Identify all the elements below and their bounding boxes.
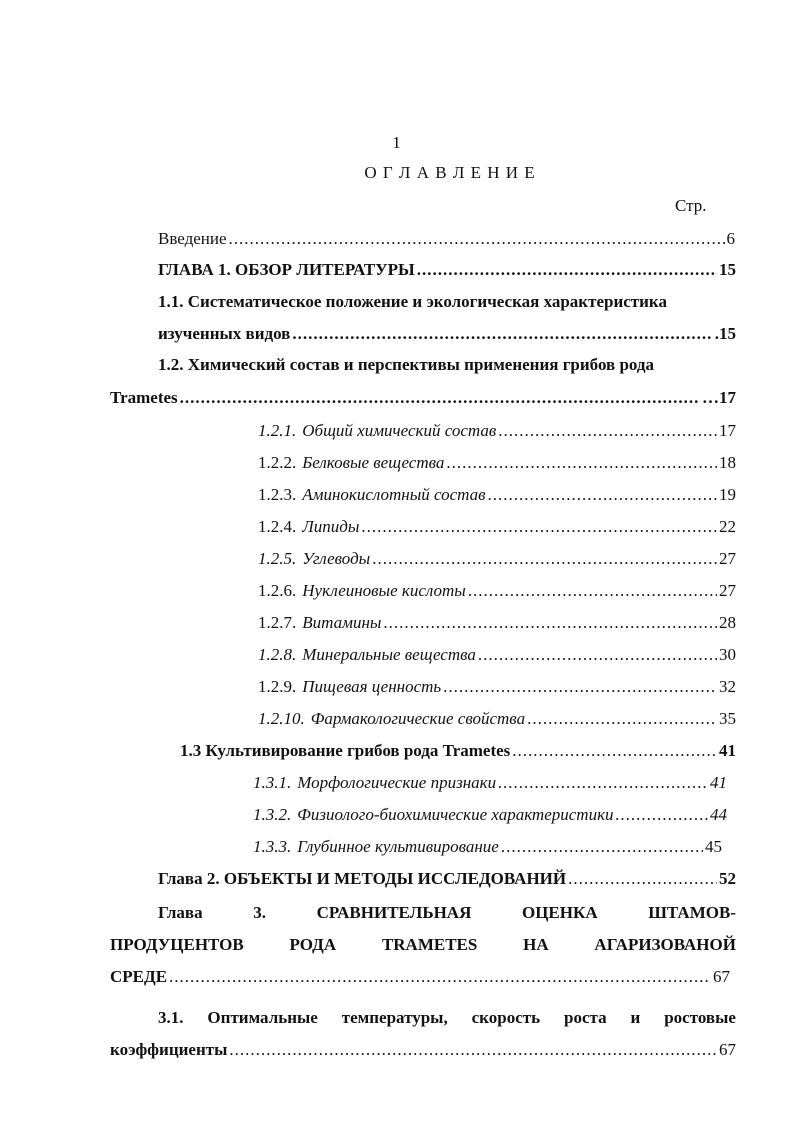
word: температуры, — [341, 1008, 448, 1027]
toc-page: 44 — [710, 805, 727, 824]
toc-entry-chapter-3-line2[interactable] — [110, 935, 736, 955]
word: РОДА — [289, 935, 337, 954]
word: ОЦЕНКА — [521, 903, 598, 922]
leader-dots — [498, 421, 717, 441]
toc-page: 45 — [705, 837, 722, 856]
leader-dots — [498, 773, 708, 793]
toc-entry-chapter-3-line1[interactable] — [158, 903, 736, 923]
toc-number: 1.2.6. — [258, 581, 297, 600]
toc-number: 1.2.2. — [258, 453, 297, 472]
toc-page: .15 — [714, 324, 736, 343]
leader-dots — [372, 549, 717, 569]
word: НА — [523, 935, 549, 954]
toc-title: Минеральные вещества — [302, 645, 476, 664]
toc-entry-1-3-3[interactable] — [253, 837, 722, 857]
toc-title: Фармакологические свойства — [310, 709, 526, 728]
toc-number: 1.2.10. — [258, 709, 305, 728]
toc-entry-1-2-8[interactable] — [258, 645, 736, 665]
leader-dots — [229, 229, 725, 249]
toc-number: 1.2.5. — [258, 549, 297, 568]
toc-entry-1-2-2[interactable] — [258, 453, 736, 473]
toc-title: Морфологические признаки — [297, 773, 497, 792]
toc-number: 1.3.3. — [253, 837, 292, 856]
word: СРАВНИТЕЛЬНАЯ — [316, 903, 472, 922]
leader-dots — [169, 967, 711, 987]
leader-dots — [417, 260, 717, 280]
toc-title: Пищевая ценность — [302, 677, 442, 696]
toc-title: Витамины — [302, 613, 382, 632]
toc-entry-1-2-5[interactable] — [258, 549, 736, 569]
toc-page: 28 — [719, 613, 736, 632]
toc-number: 1.2.9. — [258, 677, 297, 696]
toc-entry-chapter-2[interactable] — [158, 869, 736, 889]
toc-title: Trametes — [110, 388, 178, 407]
toc-page: 27 — [719, 581, 736, 600]
toc-number: 1.3.2. — [253, 805, 292, 824]
toc-title: Общий химический состав — [302, 421, 497, 440]
toc-entry-chapter-1[interactable] — [158, 260, 736, 280]
leader-dots — [488, 485, 717, 505]
toc-title: Введение — [158, 229, 227, 248]
toc-entry-3-1-line1[interactable] — [158, 1008, 736, 1028]
word: TRAMETES — [381, 935, 478, 954]
toc-entry-1-2-7[interactable] — [258, 613, 736, 633]
leader-dots — [527, 709, 717, 729]
page-number: 1 — [392, 133, 401, 152]
toc-page: 27 — [719, 549, 736, 568]
leader-dots — [616, 805, 708, 825]
leader-dots — [512, 741, 717, 761]
toc-title: Глубинное культивирование — [297, 837, 499, 856]
toc-title: Белковые вещества — [302, 453, 445, 472]
leader-dots — [180, 388, 700, 408]
page-title: О Г Л А В Л Е Н И Е — [364, 163, 536, 182]
leader-dots — [446, 453, 717, 473]
toc-title: Аминокислотный состав — [302, 485, 486, 504]
toc-entry-1-3[interactable] — [180, 741, 736, 761]
toc-entry-1-2-1[interactable] — [258, 421, 736, 441]
toc-number: 1.2.7. — [258, 613, 297, 632]
page-column-label: Стр. — [675, 196, 707, 215]
toc-title: Нуклеиновые кислоты — [302, 581, 466, 600]
toc-entry-1-2-4[interactable] — [258, 517, 736, 537]
leader-dots — [501, 837, 703, 857]
toc-entry-1-3-1[interactable] — [253, 773, 727, 793]
word: ПРОДУЦЕНТОВ — [110, 935, 244, 954]
toc-entry-1-1-line2[interactable] — [158, 324, 736, 344]
toc-page: 18 — [719, 453, 736, 472]
leader-dots — [292, 324, 712, 344]
toc-page: 30 — [719, 645, 736, 664]
word: ШТАМОВ- — [648, 903, 736, 922]
toc-entry-1-2-6[interactable] — [258, 581, 736, 601]
word: роста — [564, 1008, 607, 1027]
leader-dots — [229, 1040, 717, 1060]
leader-dots — [361, 517, 717, 537]
word: 3. — [253, 903, 267, 922]
word: Оптимальные — [207, 1008, 318, 1027]
toc-page: 52 — [719, 869, 736, 888]
toc-title: Липиды — [302, 517, 360, 536]
toc-number: 1.3.1. — [253, 773, 292, 792]
leader-dots — [383, 613, 717, 633]
word: ростовые — [664, 1008, 736, 1027]
toc-entry-1-2-3[interactable] — [258, 485, 736, 505]
word: и — [630, 1008, 641, 1027]
toc-number: 1.2.4. — [258, 517, 297, 536]
leader-dots — [443, 677, 717, 697]
toc-title: Углеводы — [302, 549, 371, 568]
toc-page: 41 — [719, 741, 736, 760]
word: скорость — [471, 1008, 541, 1027]
toc-page: 32 — [719, 677, 736, 696]
word: 3.1. — [158, 1008, 184, 1027]
toc-entry-1-2-line2[interactable] — [110, 388, 736, 408]
leader-dots — [568, 869, 717, 889]
toc-entry-intro[interactable] — [158, 229, 735, 249]
toc-page: 22 — [719, 517, 736, 536]
toc-page: 15 — [719, 260, 736, 279]
toc-entry-chapter-3-line3[interactable] — [110, 967, 730, 987]
toc-page: …17 — [702, 388, 736, 407]
toc-title: СРЕДЕ — [110, 967, 168, 986]
toc-entry-1-3-2[interactable] — [253, 805, 727, 825]
toc-page: 6 — [726, 229, 735, 248]
word: АГАРИЗОВАНОЙ — [594, 935, 736, 954]
toc-page: 67 — [713, 967, 730, 986]
leader-dots — [468, 581, 717, 601]
toc-title: 1.3 Культивирование грибов рода Trametes — [180, 741, 511, 760]
toc-page: 41 — [710, 773, 727, 792]
toc-title: ГЛАВА 1. ОБЗОР ЛИТЕРАТУРЫ — [158, 260, 415, 279]
toc-page: 17 — [719, 421, 736, 440]
toc-page: 19 — [719, 485, 736, 504]
toc-entry-1-2-10[interactable] — [258, 709, 736, 729]
toc-number: 1.2.8. — [258, 645, 297, 664]
toc-entry-3-1-line2[interactable] — [110, 1040, 736, 1060]
toc-entry-1-2-line1[interactable]: 1.2. Химический состав и перспективы применения грибов рода — [158, 355, 655, 374]
toc-page: 35 — [719, 709, 736, 728]
leader-dots — [478, 645, 717, 665]
toc-title: изученных видов — [158, 324, 291, 343]
toc-number: 1.2.1. — [258, 421, 297, 440]
toc-title: коэффициенты — [110, 1040, 228, 1059]
toc-title: Физиолого-биохимические характеристики — [297, 805, 614, 824]
toc-page: 67 — [719, 1040, 736, 1059]
toc-entry-1-1-line1[interactable]: 1.1. Систематическое положение и экологическая характеристика — [158, 292, 667, 311]
toc-entry-1-2-9[interactable] — [258, 677, 736, 697]
toc-title: Глава 2. ОБЪЕКТЫ И МЕТОДЫ ИССЛЕДОВАНИЙ — [158, 869, 567, 888]
toc-number: 1.2.3. — [258, 485, 297, 504]
word: Глава — [158, 903, 203, 922]
